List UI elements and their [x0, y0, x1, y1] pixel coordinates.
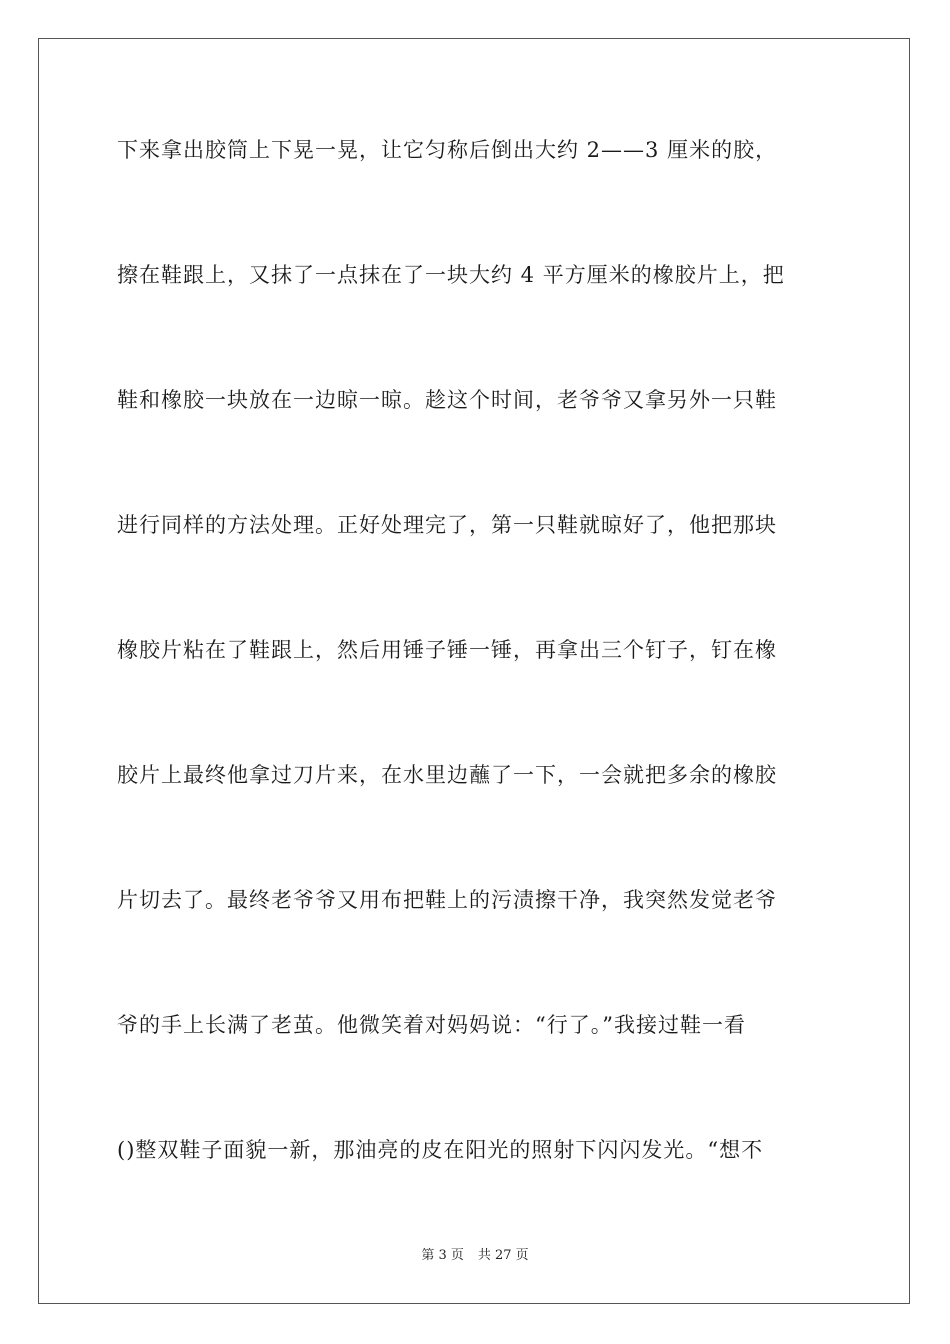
- text-line: 爷的手上长满了老茧。他微笑着对妈妈说：“行了。”我接过鞋一看: [117, 1013, 746, 1037]
- text-line: 橡胶片粘在了鞋跟上，然后用锤子锤一锤，再拿出三个钉子，钉在橡: [117, 638, 777, 662]
- total-page-count: 共 27 页: [477, 1248, 529, 1263]
- text-line: 片切去了。最终老爷爷又用布把鞋上的污渍擦干净，我突然发觉老爷: [117, 888, 777, 912]
- page-border: [38, 38, 910, 1304]
- text-line: 下来拿出胶筒上下晃一晃，让它匀称后倒出大约 2——3 厘米的胶，: [117, 138, 778, 162]
- text-line: ()整双鞋子面貌一新，那油亮的皮在阳光的照射下闪闪发光。“想不: [117, 1138, 764, 1162]
- page-footer: [0, 1247, 950, 1265]
- text-line: 鞋和橡胶一块放在一边晾一晾。趁这个时间，老爷爷又拿另外一只鞋: [117, 388, 777, 412]
- text-line: 擦在鞋跟上，又抹了一点抹在了一块大约 4 平方厘米的橡胶片上，把: [117, 263, 785, 287]
- text-line: 进行同样的方法处理。正好处理完了，第一只鞋就晾好了，他把那块: [117, 513, 777, 537]
- text-line: 胶片上最终他拿过刀片来，在水里边蘸了一下，一会就把多余的橡胶: [117, 763, 777, 787]
- current-page-number: 第 3 页: [421, 1248, 464, 1263]
